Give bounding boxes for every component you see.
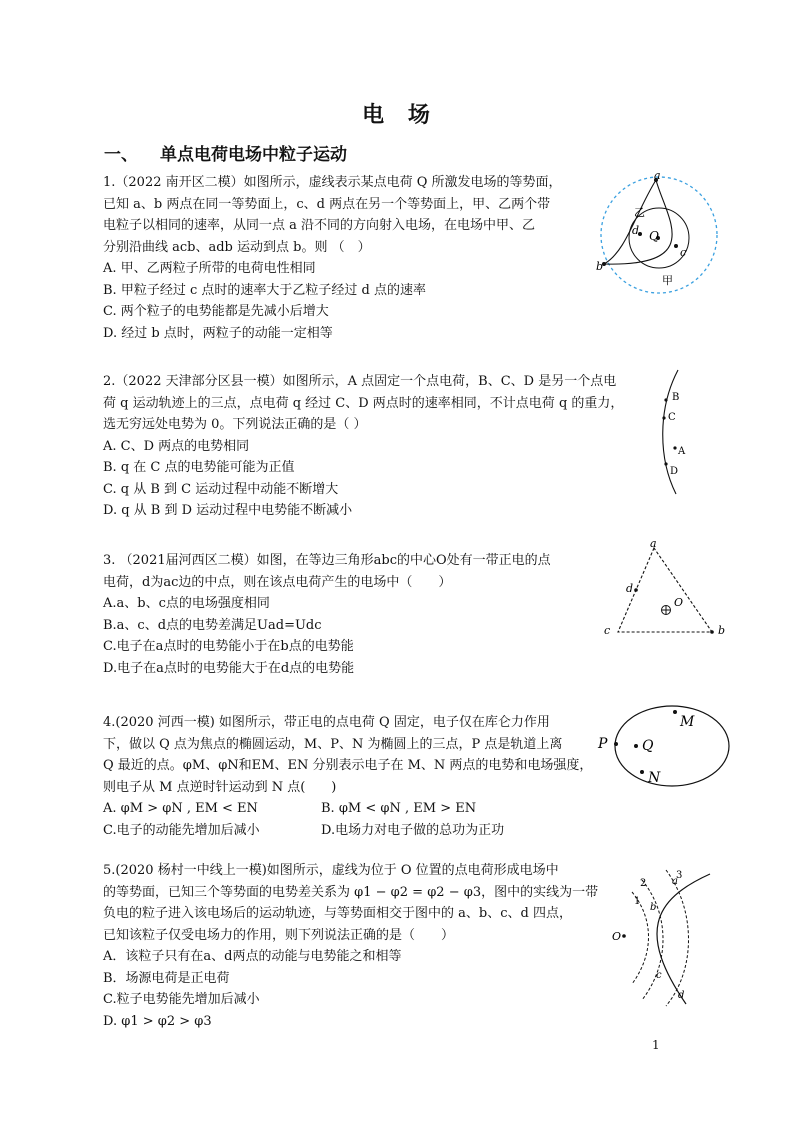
label-3: 3 <box>676 870 683 881</box>
label-n: N <box>648 770 661 786</box>
point-q <box>634 744 638 748</box>
particle-trajectory <box>657 874 710 1004</box>
label-q: Q <box>642 738 654 754</box>
label-c: c <box>656 970 662 981</box>
question-line: 的等势面，已知三个等势面的电势差关系为 φ1 − φ2 = φ2 − φ3，图中的实线为一带 <box>103 884 599 900</box>
option-b: B. 甲粒子经过 c 点时的速率大于乙粒子经过 d 点的速率 <box>103 282 426 298</box>
label-b: B <box>672 392 680 403</box>
option-row-cd <box>103 820 592 842</box>
label-d: d <box>678 990 685 1001</box>
question-line: 负电的粒子进入该电场后的运动轨迹，与等势面相交于图中的 a、b、c、d 四点， <box>103 906 572 921</box>
label-2: 2 <box>640 878 647 889</box>
question-line: 4.(2020 河西一模) 如图所示，带正电的点电荷 Q 固定，电子仅在库仑力作用 <box>103 715 550 730</box>
question-line: 5.(2020 杨村一中线上一模)如图所示，虚线为位于 O 位置的点电荷形成电场中 <box>103 863 559 878</box>
page-number: 1 <box>652 1038 660 1052</box>
option-d: D. q 从 B 到 D 运动过程中电势能不断减小 <box>103 503 353 518</box>
question-line: 已知该粒子仅受电场力的作用，则下列说法正确的是（ ） <box>103 927 455 943</box>
point-b <box>710 630 714 634</box>
option-c: C.粒子电势能先增加后减小 <box>103 992 260 1007</box>
question-line: 则电子从 M 点逆时针运动到 N 点( ) <box>103 779 337 795</box>
point-c <box>662 416 665 419</box>
point-p <box>614 742 618 746</box>
question-3 <box>103 550 551 679</box>
label-c: c <box>680 246 687 259</box>
point-m <box>673 710 677 714</box>
option-d: D. φ1 > φ2 > φ3 <box>103 1013 212 1029</box>
label-o: O <box>674 596 684 609</box>
point-n <box>640 770 644 774</box>
label-m: M <box>680 714 695 730</box>
option-d: D.电场力对电子做的总功为正功 <box>321 822 505 838</box>
label-d: D <box>670 466 679 477</box>
path-acb <box>604 180 672 264</box>
label-c: C <box>668 412 676 423</box>
equipotential-2 <box>642 880 663 1000</box>
point-b <box>664 398 667 401</box>
label-b: b <box>718 624 726 637</box>
point-c <box>674 244 678 248</box>
question-2 <box>103 371 623 522</box>
figure-q5-equipotentials <box>612 864 716 1010</box>
option-a: A. C、D 两点的电势相同 <box>103 438 250 454</box>
page-title: 电 场 <box>362 103 438 128</box>
label-o: O <box>612 930 622 943</box>
option-row-ab <box>103 798 592 820</box>
point-d <box>634 588 638 592</box>
question-line: 电荷，d为ac边的中点，则在该点电荷产生的电场中（ ） <box>103 574 452 590</box>
point-o <box>622 934 626 938</box>
label-c: c <box>604 624 611 637</box>
question-5 <box>103 860 598 1032</box>
label-p: P <box>598 736 608 752</box>
elliptical-orbit <box>615 706 729 786</box>
label-1: 1 <box>634 896 641 907</box>
option-c: C.电子的动能先增加后减小 <box>103 822 260 838</box>
option-a: A.a、b、c点的电场强度相同 <box>103 596 270 611</box>
question-1 <box>103 172 562 344</box>
point-d <box>664 462 667 465</box>
option-b: B. φM < φN , EM > EN <box>321 801 477 816</box>
option-a: A. 甲、乙两粒子所带的电荷电性相同 <box>103 261 316 276</box>
question-line: 下，做以 Q 点为焦点的椭圆运动，M、P、N 为椭圆上的三点，P 点是轨道上离 <box>103 736 563 752</box>
question-line: 分别沿曲线 acb、adb 运动到点 b。则 （ ） <box>103 239 371 255</box>
label-b: b <box>596 260 604 273</box>
outer-equipotential-circle <box>601 177 717 293</box>
option-c: C. q 从 B 到 C 运动过程中动能不断增大 <box>103 481 339 497</box>
label-a: a <box>672 876 678 887</box>
label-a: a <box>654 172 661 182</box>
figure-q2-trajectory <box>656 368 700 496</box>
option-d: D.电子在a点时的电势能大于在d点的电势能 <box>103 660 355 676</box>
label-q: Q <box>649 229 659 243</box>
section-title: 单点电荷电场中粒子运动 <box>160 145 347 165</box>
figure-q4-ellipse <box>596 700 732 794</box>
question-line: 2.（2022 天津部分区县一模）如图所示，A 点固定一个点电荷，B、C、D 是另一个点电 <box>103 374 617 389</box>
question-line: 选无穷远处电势为 0。下列说法正确的是（ ） <box>103 417 367 432</box>
label-b: b <box>650 902 657 913</box>
point-a <box>673 446 676 449</box>
option-d: D. 经过 b 点时，两粒子的动能一定相等 <box>103 325 333 341</box>
question-line: 已知 a、b 两点在同一等势面上，c、d 两点在另一个等势面上，甲、乙两个带 <box>103 196 551 212</box>
label-a: a <box>650 538 657 550</box>
question-line: 3. （2021届河西区二模）如图，在等边三角形abc的中心O处有一带正电的点 <box>103 553 551 568</box>
label-yi: 乙 <box>634 206 645 219</box>
question-line: 荷 q 运动轨迹上的三点，点电荷 q 经过 C、D 两点时的速率相同，不计点电荷 q 的重力， <box>103 395 624 411</box>
option-b: B.a、c、d点的电势差满足Uad=Udc <box>103 617 322 633</box>
equipotential-3 <box>666 870 689 1006</box>
option-a: A. φM > φN , EM < EN <box>103 801 258 816</box>
question-4 <box>103 712 592 841</box>
question-line: Q 最近的点。φM、φN和EM、EN 分别表示电子在 M、N 两点的电势和电场强度， <box>103 758 593 773</box>
question-line: 电粒子以相同的速率，从同一点 a 沿不同的方向射入电场，在电场中甲、乙 <box>103 218 536 233</box>
figure-q1-equipotential <box>596 172 722 298</box>
option-b: B．场源电荷是正电荷 <box>103 970 230 986</box>
option-a: A．该粒子只有在a、d两点的动能与电势能之和相等 <box>103 949 402 964</box>
label-d: d <box>626 582 634 595</box>
question-line: 1.（2022 南开区二模）如图所示，虚线表示某点电荷 Q 所激发电场的等势面， <box>103 175 562 190</box>
label-d: d <box>632 224 640 237</box>
label-a: A <box>678 446 686 457</box>
path-adb <box>604 180 656 264</box>
figure-q3-triangle <box>600 538 728 638</box>
option-c: C. 两个粒子的电势能都是先减小后增大 <box>103 304 329 319</box>
label-jia: 甲 <box>662 274 673 287</box>
option-b: B. q 在 C 点的电势能可能为正值 <box>103 460 295 475</box>
section-number: 一、 <box>104 145 138 165</box>
option-c: C.电子在a点时的电势能小于在b点的电势能 <box>103 639 354 654</box>
section-heading <box>104 140 347 165</box>
